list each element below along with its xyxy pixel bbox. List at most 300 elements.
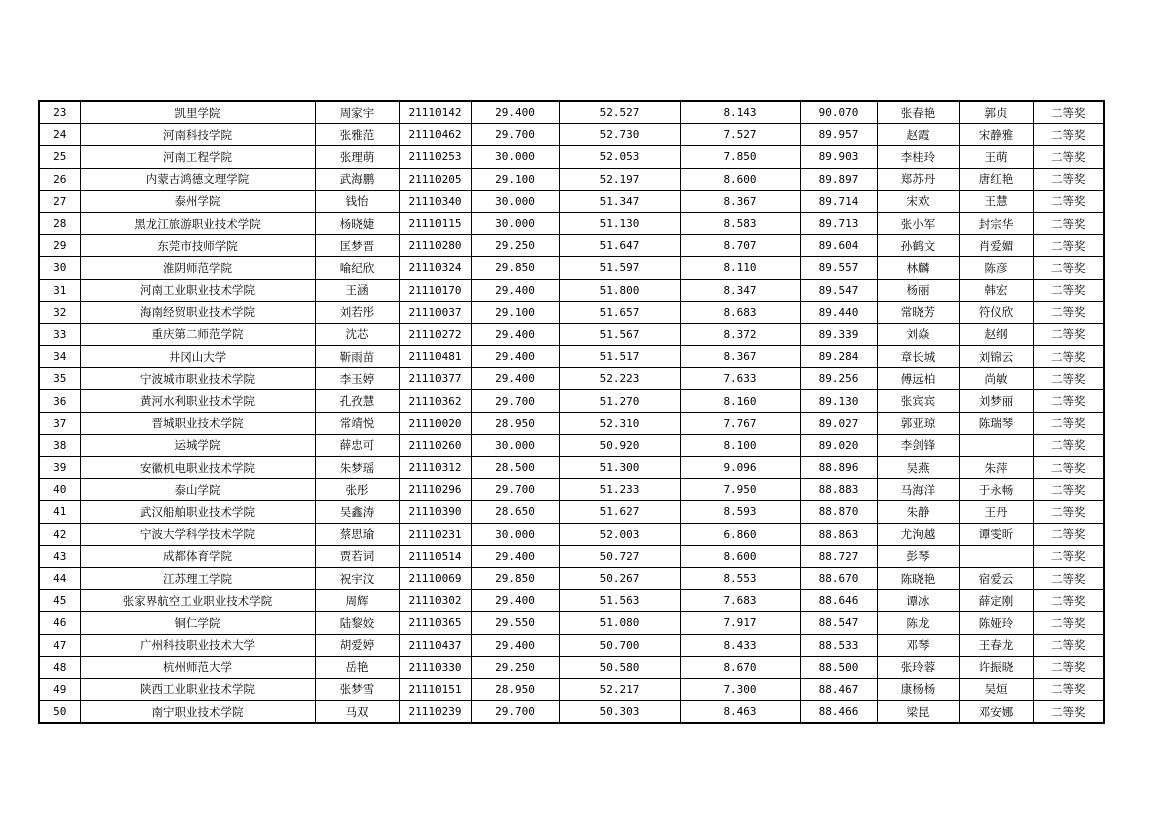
score-3-cell: 8.707 bbox=[680, 235, 800, 257]
rank-cell: 27 bbox=[39, 190, 80, 212]
student-name-cell: 张梦雪 bbox=[315, 678, 399, 700]
table-row bbox=[39, 479, 1104, 501]
score-2-cell: 51.647 bbox=[559, 235, 680, 257]
score-1-cell: 29.400 bbox=[471, 634, 559, 656]
award-cell: 二等奖 bbox=[1033, 590, 1104, 612]
rank-cell: 25 bbox=[39, 146, 80, 168]
rank-cell: 46 bbox=[39, 612, 80, 634]
teacher-2-cell: 郭贞 bbox=[959, 101, 1033, 124]
score-2-cell: 52.310 bbox=[559, 412, 680, 434]
teacher-2-cell: 许振晓 bbox=[959, 656, 1033, 678]
student-name-cell: 陆黎姣 bbox=[315, 612, 399, 634]
award-cell: 二等奖 bbox=[1033, 146, 1104, 168]
total-score-cell: 88.646 bbox=[800, 590, 877, 612]
teacher-1-cell: 郑苏丹 bbox=[877, 168, 959, 190]
score-1-cell: 29.850 bbox=[471, 257, 559, 279]
teacher-1-cell: 杨丽 bbox=[877, 279, 959, 301]
student-id-cell: 21110514 bbox=[399, 545, 471, 567]
score-1-cell: 30.000 bbox=[471, 434, 559, 456]
total-score-cell: 89.440 bbox=[800, 301, 877, 323]
teacher-2-cell: 肖爱媚 bbox=[959, 235, 1033, 257]
award-cell: 二等奖 bbox=[1033, 567, 1104, 589]
rank-cell: 48 bbox=[39, 656, 80, 678]
student-id-cell: 21110377 bbox=[399, 368, 471, 390]
school-cell: 凯里学院 bbox=[80, 101, 315, 124]
rank-cell: 32 bbox=[39, 301, 80, 323]
student-name-cell: 周家宇 bbox=[315, 101, 399, 124]
total-score-cell: 89.339 bbox=[800, 323, 877, 345]
student-name-cell: 喻纪欣 bbox=[315, 257, 399, 279]
table-row bbox=[39, 656, 1104, 678]
school-cell: 东莞市技师学院 bbox=[80, 235, 315, 257]
school-cell: 安徽机电职业技术学院 bbox=[80, 457, 315, 479]
table-row bbox=[39, 101, 1104, 124]
score-2-cell: 52.223 bbox=[559, 368, 680, 390]
table-row bbox=[39, 590, 1104, 612]
score-1-cell: 29.400 bbox=[471, 101, 559, 124]
school-cell: 井冈山大学 bbox=[80, 346, 315, 368]
school-cell: 黑龙江旅游职业技术学院 bbox=[80, 212, 315, 234]
score-2-cell: 51.270 bbox=[559, 390, 680, 412]
school-cell: 武汉船舶职业技术学院 bbox=[80, 501, 315, 523]
score-3-cell: 8.670 bbox=[680, 656, 800, 678]
table-row bbox=[39, 168, 1104, 190]
total-score-cell: 89.256 bbox=[800, 368, 877, 390]
school-cell: 海南经贸职业技术学院 bbox=[80, 301, 315, 323]
student-id-cell: 21110069 bbox=[399, 567, 471, 589]
school-cell: 黄河水利职业技术学院 bbox=[80, 390, 315, 412]
score-3-cell: 8.600 bbox=[680, 168, 800, 190]
award-cell: 二等奖 bbox=[1033, 678, 1104, 700]
score-1-cell: 29.550 bbox=[471, 612, 559, 634]
award-cell: 二等奖 bbox=[1033, 346, 1104, 368]
rank-cell: 24 bbox=[39, 124, 80, 146]
score-2-cell: 51.300 bbox=[559, 457, 680, 479]
score-1-cell: 29.100 bbox=[471, 168, 559, 190]
table-row bbox=[39, 545, 1104, 567]
school-cell: 铜仁学院 bbox=[80, 612, 315, 634]
award-cell: 二等奖 bbox=[1033, 101, 1104, 124]
teacher-2-cell bbox=[959, 434, 1033, 456]
score-2-cell: 51.233 bbox=[559, 479, 680, 501]
school-cell: 河南科技学院 bbox=[80, 124, 315, 146]
teacher-1-cell: 赵霞 bbox=[877, 124, 959, 146]
student-id-cell: 21110365 bbox=[399, 612, 471, 634]
results-table bbox=[38, 100, 1105, 724]
score-2-cell: 50.267 bbox=[559, 567, 680, 589]
score-3-cell: 8.110 bbox=[680, 257, 800, 279]
score-3-cell: 8.433 bbox=[680, 634, 800, 656]
teacher-1-cell: 朱静 bbox=[877, 501, 959, 523]
table-row bbox=[39, 501, 1104, 523]
teacher-2-cell: 唐红艳 bbox=[959, 168, 1033, 190]
score-3-cell: 7.950 bbox=[680, 479, 800, 501]
teacher-2-cell: 宿爱云 bbox=[959, 567, 1033, 589]
award-cell: 二等奖 bbox=[1033, 279, 1104, 301]
award-cell: 二等奖 bbox=[1033, 390, 1104, 412]
student-id-cell: 21110205 bbox=[399, 168, 471, 190]
student-name-cell: 马双 bbox=[315, 701, 399, 724]
teacher-1-cell: 李剑锋 bbox=[877, 434, 959, 456]
table-row bbox=[39, 190, 1104, 212]
award-cell: 二等奖 bbox=[1033, 634, 1104, 656]
student-id-cell: 21110312 bbox=[399, 457, 471, 479]
school-cell: 张家界航空工业职业技术学院 bbox=[80, 590, 315, 612]
student-id-cell: 21110231 bbox=[399, 523, 471, 545]
total-score-cell: 89.130 bbox=[800, 390, 877, 412]
score-3-cell: 8.347 bbox=[680, 279, 800, 301]
total-score-cell: 89.284 bbox=[800, 346, 877, 368]
table-row bbox=[39, 567, 1104, 589]
teacher-2-cell: 刘梦丽 bbox=[959, 390, 1033, 412]
rank-cell: 31 bbox=[39, 279, 80, 301]
teacher-1-cell: 陈龙 bbox=[877, 612, 959, 634]
student-name-cell: 胡爱婷 bbox=[315, 634, 399, 656]
student-name-cell: 常靖悦 bbox=[315, 412, 399, 434]
rank-cell: 26 bbox=[39, 168, 80, 190]
award-cell: 二等奖 bbox=[1033, 368, 1104, 390]
teacher-1-cell: 李桂玲 bbox=[877, 146, 959, 168]
student-name-cell: 朱梦瑶 bbox=[315, 457, 399, 479]
school-cell: 泰山学院 bbox=[80, 479, 315, 501]
student-name-cell: 贾若词 bbox=[315, 545, 399, 567]
score-3-cell: 7.850 bbox=[680, 146, 800, 168]
award-cell: 二等奖 bbox=[1033, 501, 1104, 523]
table-row bbox=[39, 434, 1104, 456]
school-cell: 宁波大学科学技术学院 bbox=[80, 523, 315, 545]
teacher-1-cell: 尤洵越 bbox=[877, 523, 959, 545]
total-score-cell: 89.714 bbox=[800, 190, 877, 212]
teacher-2-cell: 王丹 bbox=[959, 501, 1033, 523]
award-cell: 二等奖 bbox=[1033, 190, 1104, 212]
award-cell: 二等奖 bbox=[1033, 168, 1104, 190]
score-1-cell: 29.100 bbox=[471, 301, 559, 323]
student-id-cell: 21110330 bbox=[399, 656, 471, 678]
table-row bbox=[39, 301, 1104, 323]
total-score-cell: 88.870 bbox=[800, 501, 877, 523]
score-3-cell: 8.553 bbox=[680, 567, 800, 589]
score-1-cell: 29.700 bbox=[471, 390, 559, 412]
total-score-cell: 88.500 bbox=[800, 656, 877, 678]
rank-cell: 40 bbox=[39, 479, 80, 501]
score-2-cell: 51.563 bbox=[559, 590, 680, 612]
rank-cell: 42 bbox=[39, 523, 80, 545]
teacher-2-cell: 宋静雅 bbox=[959, 124, 1033, 146]
student-name-cell: 王涵 bbox=[315, 279, 399, 301]
school-cell: 河南工程学院 bbox=[80, 146, 315, 168]
score-3-cell: 7.527 bbox=[680, 124, 800, 146]
rank-cell: 47 bbox=[39, 634, 80, 656]
score-1-cell: 30.000 bbox=[471, 190, 559, 212]
teacher-1-cell: 马海洋 bbox=[877, 479, 959, 501]
teacher-2-cell: 邓安娜 bbox=[959, 701, 1033, 724]
score-2-cell: 50.727 bbox=[559, 545, 680, 567]
teacher-2-cell: 刘锦云 bbox=[959, 346, 1033, 368]
student-name-cell: 武海鹏 bbox=[315, 168, 399, 190]
score-2-cell: 52.197 bbox=[559, 168, 680, 190]
student-id-cell: 21110340 bbox=[399, 190, 471, 212]
score-3-cell: 6.860 bbox=[680, 523, 800, 545]
school-cell: 宁波城市职业技术学院 bbox=[80, 368, 315, 390]
teacher-1-cell: 张春艳 bbox=[877, 101, 959, 124]
score-3-cell: 8.463 bbox=[680, 701, 800, 724]
table-row bbox=[39, 412, 1104, 434]
score-3-cell: 8.100 bbox=[680, 434, 800, 456]
teacher-1-cell: 孙鹤文 bbox=[877, 235, 959, 257]
teacher-2-cell: 于永畅 bbox=[959, 479, 1033, 501]
teacher-1-cell: 谭冰 bbox=[877, 590, 959, 612]
score-3-cell: 8.160 bbox=[680, 390, 800, 412]
student-id-cell: 21110170 bbox=[399, 279, 471, 301]
student-id-cell: 21110020 bbox=[399, 412, 471, 434]
student-id-cell: 21110462 bbox=[399, 124, 471, 146]
score-1-cell: 29.400 bbox=[471, 323, 559, 345]
score-2-cell: 51.567 bbox=[559, 323, 680, 345]
student-id-cell: 21110260 bbox=[399, 434, 471, 456]
award-cell: 二等奖 bbox=[1033, 701, 1104, 724]
score-1-cell: 29.850 bbox=[471, 567, 559, 589]
teacher-1-cell: 张宾宾 bbox=[877, 390, 959, 412]
total-score-cell: 89.897 bbox=[800, 168, 877, 190]
student-name-cell: 沈芯 bbox=[315, 323, 399, 345]
student-name-cell: 岳艳 bbox=[315, 656, 399, 678]
student-id-cell: 21110302 bbox=[399, 590, 471, 612]
score-2-cell: 50.580 bbox=[559, 656, 680, 678]
student-name-cell: 靳雨苗 bbox=[315, 346, 399, 368]
score-2-cell: 52.003 bbox=[559, 523, 680, 545]
teacher-2-cell: 吴烜 bbox=[959, 678, 1033, 700]
score-3-cell: 8.583 bbox=[680, 212, 800, 234]
score-3-cell: 8.367 bbox=[680, 190, 800, 212]
teacher-1-cell: 张玲蓉 bbox=[877, 656, 959, 678]
school-cell: 淮阴师范学院 bbox=[80, 257, 315, 279]
teacher-2-cell: 王春龙 bbox=[959, 634, 1033, 656]
award-cell: 二等奖 bbox=[1033, 434, 1104, 456]
score-1-cell: 29.250 bbox=[471, 656, 559, 678]
school-cell: 成都体育学院 bbox=[80, 545, 315, 567]
table-row bbox=[39, 612, 1104, 634]
score-1-cell: 29.700 bbox=[471, 479, 559, 501]
student-name-cell: 张彤 bbox=[315, 479, 399, 501]
award-cell: 二等奖 bbox=[1033, 656, 1104, 678]
teacher-2-cell: 尚敏 bbox=[959, 368, 1033, 390]
score-3-cell: 8.143 bbox=[680, 101, 800, 124]
table-row bbox=[39, 124, 1104, 146]
total-score-cell: 89.557 bbox=[800, 257, 877, 279]
student-name-cell: 孔孜慧 bbox=[315, 390, 399, 412]
score-2-cell: 51.597 bbox=[559, 257, 680, 279]
score-3-cell: 7.683 bbox=[680, 590, 800, 612]
student-name-cell: 薛忠可 bbox=[315, 434, 399, 456]
score-1-cell: 29.400 bbox=[471, 279, 559, 301]
score-1-cell: 30.000 bbox=[471, 212, 559, 234]
award-cell: 二等奖 bbox=[1033, 301, 1104, 323]
total-score-cell: 88.466 bbox=[800, 701, 877, 724]
teacher-1-cell: 章长城 bbox=[877, 346, 959, 368]
teacher-1-cell: 张小军 bbox=[877, 212, 959, 234]
award-cell: 二等奖 bbox=[1033, 235, 1104, 257]
student-id-cell: 21110296 bbox=[399, 479, 471, 501]
rank-cell: 45 bbox=[39, 590, 80, 612]
teacher-1-cell: 康杨杨 bbox=[877, 678, 959, 700]
rank-cell: 33 bbox=[39, 323, 80, 345]
teacher-1-cell: 吴燕 bbox=[877, 457, 959, 479]
table-row bbox=[39, 390, 1104, 412]
score-2-cell: 51.800 bbox=[559, 279, 680, 301]
table-row bbox=[39, 678, 1104, 700]
score-2-cell: 50.920 bbox=[559, 434, 680, 456]
teacher-2-cell: 薛定刚 bbox=[959, 590, 1033, 612]
score-2-cell: 51.347 bbox=[559, 190, 680, 212]
score-2-cell: 51.517 bbox=[559, 346, 680, 368]
teacher-1-cell: 宋欢 bbox=[877, 190, 959, 212]
teacher-2-cell: 王慧 bbox=[959, 190, 1033, 212]
school-cell: 陕西工业职业技术学院 bbox=[80, 678, 315, 700]
table-row bbox=[39, 257, 1104, 279]
student-id-cell: 21110272 bbox=[399, 323, 471, 345]
score-1-cell: 29.700 bbox=[471, 701, 559, 724]
score-2-cell: 51.130 bbox=[559, 212, 680, 234]
score-3-cell: 7.767 bbox=[680, 412, 800, 434]
student-id-cell: 21110239 bbox=[399, 701, 471, 724]
score-2-cell: 51.657 bbox=[559, 301, 680, 323]
school-cell: 晋城职业技术学院 bbox=[80, 412, 315, 434]
student-name-cell: 蔡思瑜 bbox=[315, 523, 399, 545]
school-cell: 江苏理工学院 bbox=[80, 567, 315, 589]
score-2-cell: 50.700 bbox=[559, 634, 680, 656]
score-3-cell: 7.633 bbox=[680, 368, 800, 390]
total-score-cell: 89.547 bbox=[800, 279, 877, 301]
student-id-cell: 21110390 bbox=[399, 501, 471, 523]
rank-cell: 37 bbox=[39, 412, 80, 434]
teacher-2-cell bbox=[959, 545, 1033, 567]
teacher-2-cell: 陈娅玲 bbox=[959, 612, 1033, 634]
total-score-cell: 90.070 bbox=[800, 101, 877, 124]
school-cell: 广州科技职业技术大学 bbox=[80, 634, 315, 656]
total-score-cell: 88.863 bbox=[800, 523, 877, 545]
score-3-cell: 8.593 bbox=[680, 501, 800, 523]
rank-cell: 36 bbox=[39, 390, 80, 412]
student-name-cell: 李玉婷 bbox=[315, 368, 399, 390]
teacher-2-cell: 朱萍 bbox=[959, 457, 1033, 479]
rank-cell: 49 bbox=[39, 678, 80, 700]
score-1-cell: 29.400 bbox=[471, 590, 559, 612]
school-cell: 运城学院 bbox=[80, 434, 315, 456]
student-id-cell: 21110437 bbox=[399, 634, 471, 656]
student-name-cell: 杨晓婕 bbox=[315, 212, 399, 234]
score-3-cell: 8.600 bbox=[680, 545, 800, 567]
teacher-1-cell: 邓琴 bbox=[877, 634, 959, 656]
score-3-cell: 9.096 bbox=[680, 457, 800, 479]
total-score-cell: 89.020 bbox=[800, 434, 877, 456]
award-cell: 二等奖 bbox=[1033, 212, 1104, 234]
score-1-cell: 29.400 bbox=[471, 346, 559, 368]
rank-cell: 44 bbox=[39, 567, 80, 589]
teacher-2-cell: 韩宏 bbox=[959, 279, 1033, 301]
score-3-cell: 8.372 bbox=[680, 323, 800, 345]
total-score-cell: 88.883 bbox=[800, 479, 877, 501]
school-cell: 重庆第二师范学院 bbox=[80, 323, 315, 345]
total-score-cell: 89.713 bbox=[800, 212, 877, 234]
teacher-2-cell: 谭雯昕 bbox=[959, 523, 1033, 545]
teacher-2-cell: 陈瑞琴 bbox=[959, 412, 1033, 434]
rank-cell: 38 bbox=[39, 434, 80, 456]
score-1-cell: 28.650 bbox=[471, 501, 559, 523]
total-score-cell: 89.604 bbox=[800, 235, 877, 257]
student-id-cell: 21110037 bbox=[399, 301, 471, 323]
rank-cell: 43 bbox=[39, 545, 80, 567]
score-1-cell: 28.950 bbox=[471, 412, 559, 434]
student-name-cell: 祝宇汶 bbox=[315, 567, 399, 589]
score-1-cell: 30.000 bbox=[471, 523, 559, 545]
student-id-cell: 21110115 bbox=[399, 212, 471, 234]
student-name-cell: 周辉 bbox=[315, 590, 399, 612]
score-3-cell: 8.367 bbox=[680, 346, 800, 368]
student-id-cell: 21110280 bbox=[399, 235, 471, 257]
score-2-cell: 52.730 bbox=[559, 124, 680, 146]
teacher-1-cell: 陈晓艳 bbox=[877, 567, 959, 589]
award-cell: 二等奖 bbox=[1033, 612, 1104, 634]
score-3-cell: 8.683 bbox=[680, 301, 800, 323]
total-score-cell: 88.547 bbox=[800, 612, 877, 634]
teacher-1-cell: 常晓芳 bbox=[877, 301, 959, 323]
school-cell: 内蒙古鸿德文理学院 bbox=[80, 168, 315, 190]
score-2-cell: 52.527 bbox=[559, 101, 680, 124]
total-score-cell: 89.957 bbox=[800, 124, 877, 146]
score-1-cell: 30.000 bbox=[471, 146, 559, 168]
teacher-2-cell: 符仪欣 bbox=[959, 301, 1033, 323]
total-score-cell: 89.027 bbox=[800, 412, 877, 434]
table-row bbox=[39, 212, 1104, 234]
student-name-cell: 钱怡 bbox=[315, 190, 399, 212]
student-id-cell: 21110481 bbox=[399, 346, 471, 368]
table-row bbox=[39, 634, 1104, 656]
score-3-cell: 7.917 bbox=[680, 612, 800, 634]
rank-cell: 34 bbox=[39, 346, 80, 368]
school-cell: 南宁职业技术学院 bbox=[80, 701, 315, 724]
total-score-cell: 88.467 bbox=[800, 678, 877, 700]
score-1-cell: 29.400 bbox=[471, 368, 559, 390]
teacher-2-cell: 王萌 bbox=[959, 146, 1033, 168]
teacher-1-cell: 郭亚琼 bbox=[877, 412, 959, 434]
teacher-1-cell: 刘焱 bbox=[877, 323, 959, 345]
student-id-cell: 21110151 bbox=[399, 678, 471, 700]
table-row bbox=[39, 701, 1104, 724]
total-score-cell: 88.670 bbox=[800, 567, 877, 589]
score-1-cell: 28.950 bbox=[471, 678, 559, 700]
total-score-cell: 88.533 bbox=[800, 634, 877, 656]
score-2-cell: 51.080 bbox=[559, 612, 680, 634]
teacher-1-cell: 林麟 bbox=[877, 257, 959, 279]
school-cell: 泰州学院 bbox=[80, 190, 315, 212]
teacher-2-cell: 赵纲 bbox=[959, 323, 1033, 345]
student-name-cell: 刘若彤 bbox=[315, 301, 399, 323]
award-cell: 二等奖 bbox=[1033, 523, 1104, 545]
award-cell: 二等奖 bbox=[1033, 257, 1104, 279]
teacher-2-cell: 陈彦 bbox=[959, 257, 1033, 279]
student-id-cell: 21110142 bbox=[399, 101, 471, 124]
rank-cell: 39 bbox=[39, 457, 80, 479]
rank-cell: 35 bbox=[39, 368, 80, 390]
student-id-cell: 21110324 bbox=[399, 257, 471, 279]
rank-cell: 30 bbox=[39, 257, 80, 279]
rank-cell: 29 bbox=[39, 235, 80, 257]
student-name-cell: 吴鑫涛 bbox=[315, 501, 399, 523]
score-2-cell: 51.627 bbox=[559, 501, 680, 523]
award-cell: 二等奖 bbox=[1033, 412, 1104, 434]
student-id-cell: 21110362 bbox=[399, 390, 471, 412]
teacher-1-cell: 彭琴 bbox=[877, 545, 959, 567]
